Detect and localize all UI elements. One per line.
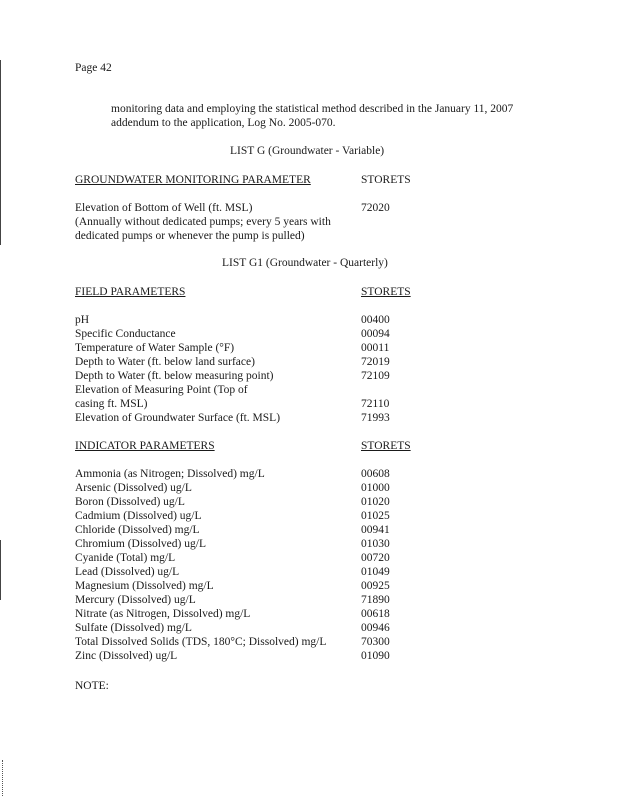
parameter-name: Chloride (Dissolved) mg/L — [75, 524, 200, 536]
scan-edge-dots — [2, 760, 5, 796]
storet-code: 00941 — [361, 524, 390, 536]
storets-header: STORETS — [361, 440, 411, 452]
table-row — [75, 356, 475, 370]
parameter-name: Total Dissolved Solids (TDS, 180°C; Dissolved) mg/L — [75, 636, 327, 648]
indicator-header-row — [75, 440, 475, 454]
storet-code: 71993 — [361, 412, 390, 424]
table-row — [75, 202, 475, 216]
table-row — [75, 314, 475, 328]
storet-code: 01049 — [361, 566, 390, 578]
note-label: NOTE: — [75, 680, 109, 692]
page-number: Page 42 — [75, 62, 112, 74]
table-row — [75, 496, 475, 510]
parameter-name: dedicated pumps or whenever the pump is pulled) — [75, 230, 305, 242]
storet-code: 72019 — [361, 356, 390, 368]
parameter-name: Magnesium (Dissolved) mg/L — [75, 580, 214, 592]
storets-header: STORETS — [361, 174, 411, 186]
storet-code: 00400 — [361, 314, 390, 326]
parameter-name: Temperature of Water Sample (°F) — [75, 342, 235, 354]
intro-line-2: addendum to the application, Log No. 2005-070. — [111, 117, 336, 129]
indicator-parameters-header: INDICATOR PARAMETERS — [75, 440, 215, 452]
storet-code: 00011 — [361, 342, 390, 354]
table-row — [75, 230, 475, 244]
storet-code: 01020 — [361, 496, 390, 508]
parameter-name: Elevation of Measuring Point (Top of — [75, 384, 248, 396]
parameter-name: Specific Conductance — [75, 328, 176, 340]
storet-code: 00720 — [361, 552, 390, 564]
storet-code: 00094 — [361, 328, 390, 340]
storet-code: 00618 — [361, 608, 390, 620]
scan-left-edge-line — [0, 60, 1, 245]
parameter-name: Cadmium (Dissolved) ug/L — [75, 510, 202, 522]
table-row — [75, 636, 475, 650]
storet-code: 01000 — [361, 482, 390, 494]
table-row — [75, 538, 475, 552]
table-row — [75, 510, 475, 524]
storet-code: 72020 — [361, 202, 390, 214]
table-row — [75, 468, 475, 482]
table-row — [75, 524, 475, 538]
table-row — [75, 398, 475, 412]
storet-code: 01090 — [361, 650, 390, 662]
parameter-name: Elevation of Groundwater Surface (ft. MSL) — [75, 412, 281, 424]
table-row — [75, 580, 475, 594]
table-row — [75, 412, 475, 426]
parameter-name: Depth to Water (ft. below measuring point) — [75, 370, 274, 382]
parameter-name: pH — [75, 314, 90, 326]
parameter-name: Lead (Dissolved) ug/L — [75, 566, 180, 578]
storet-code: 01025 — [361, 510, 390, 522]
storet-code: 00946 — [361, 622, 390, 634]
table-row — [75, 328, 475, 342]
scan-left-edge-line — [0, 540, 1, 600]
storet-code: 72109 — [361, 370, 390, 382]
table-row — [75, 482, 475, 496]
parameter-name: (Annually without dedicated pumps; every 5 years with — [75, 216, 331, 228]
parameter-name: Mercury (Dissolved) ug/L — [75, 594, 196, 606]
parameter-name: Zinc (Dissolved) ug/L — [75, 650, 178, 662]
field-header-row — [75, 286, 475, 300]
parameter-name: Elevation of Bottom of Well (ft. MSL) — [75, 202, 253, 214]
storet-code: 72110 — [361, 398, 390, 410]
table-row — [75, 370, 475, 384]
table-row — [75, 608, 475, 622]
table-row — [75, 384, 475, 398]
storet-code: 01030 — [361, 538, 390, 550]
table-row — [75, 552, 475, 566]
groundwater-parameter-header: GROUNDWATER MONITORING PARAMETER — [75, 174, 311, 186]
list-g-header-row — [75, 174, 475, 188]
parameter-name: Boron (Dissolved) ug/L — [75, 496, 185, 508]
table-row — [75, 342, 475, 356]
table-row — [75, 622, 475, 636]
storets-header: STORETS — [361, 286, 411, 298]
table-row — [75, 216, 475, 230]
storet-code: 00925 — [361, 580, 390, 592]
parameter-name: Cyanide (Total) mg/L — [75, 552, 176, 564]
parameter-name: Nitrate (as Nitrogen, Dissolved) mg/L — [75, 608, 251, 620]
parameter-name: casing ft. MSL) — [75, 398, 148, 410]
storet-code: 71890 — [361, 594, 390, 606]
parameter-name: Chromium (Dissolved) ug/L — [75, 538, 206, 550]
storet-code: 70300 — [361, 636, 390, 648]
storet-code: 00608 — [361, 468, 390, 480]
table-row — [75, 650, 475, 664]
list-g1-title: LIST G1 (Groundwater - Quarterly) — [222, 257, 388, 269]
parameter-name: Arsenic (Dissolved) ug/L — [75, 482, 192, 494]
parameter-name: Sulfate (Dissolved) mg/L — [75, 622, 192, 634]
list-g-title: LIST G (Groundwater - Variable) — [230, 145, 385, 157]
parameter-name: Depth to Water (ft. below land surface) — [75, 356, 255, 368]
table-row — [75, 594, 475, 608]
parameter-name: Ammonia (as Nitrogen; Dissolved) mg/L — [75, 468, 265, 480]
intro-line-1: monitoring data and employing the statistical method described in the January 11, 2007 — [111, 103, 514, 115]
field-parameters-header: FIELD PARAMETERS — [75, 286, 186, 298]
table-row — [75, 566, 475, 580]
